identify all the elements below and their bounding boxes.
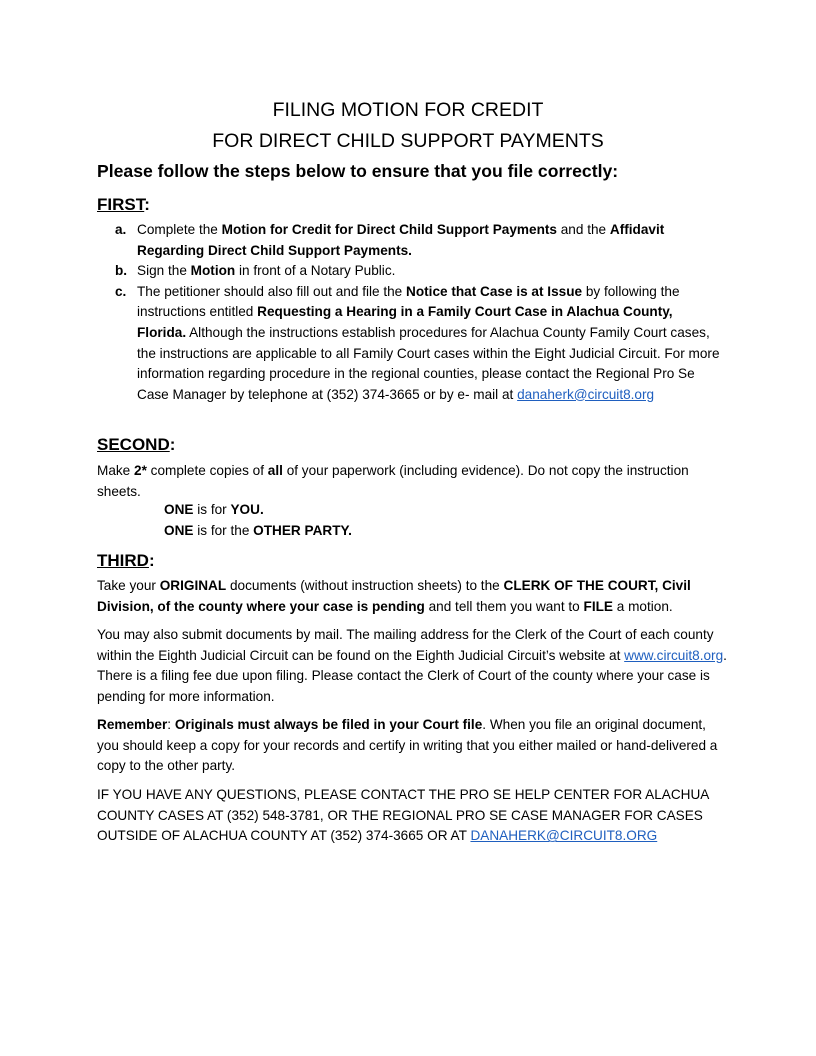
third-heading-label: THIRD	[97, 551, 149, 570]
step-a-motion-name: Motion for Credit for Direct Child Support Payments	[221, 222, 557, 237]
first-steps-list	[110, 220, 724, 405]
step-c-notice-name: Notice that Case is at Issue	[406, 283, 583, 299]
third-paragraph	[97, 576, 727, 617]
second-heading	[97, 433, 175, 457]
mail-text-2: . There is a filing fee due upon filing. Please contact the Clerk of Court of the county where your case is pending for more information.	[97, 647, 727, 704]
questions-email-link[interactable]: DANAHERK@CIRCUIT8.ORG	[470, 828, 658, 844]
step-b-text-2: in front of a Notary Public.	[235, 263, 396, 279]
copy-for-you-one: ONE	[164, 502, 194, 517]
step-c-marker: c.	[115, 283, 127, 299]
step-a	[110, 220, 724, 261]
title-line-2: FOR DIRECT CHILD SUPPORT PAYMENTS	[212, 130, 604, 152]
step-a-affidavit-name: Affidavit Regarding Direct Child Support Payments.	[137, 222, 665, 258]
copy-for-other-text: is for the	[193, 523, 254, 538]
third-heading	[97, 549, 155, 573]
step-b	[110, 261, 724, 282]
step-a-marker: a.	[115, 222, 127, 237]
remember-label: Remember	[97, 717, 168, 732]
second-text-3: of your paperwork (including evidence). Do not copy the instruction sheets.	[97, 463, 689, 499]
mail-paragraph	[97, 625, 727, 707]
title-line-1: FILING MOTION FOR CREDIT	[272, 99, 544, 121]
instructions-heading: Please follow the steps below to ensure that you file correctly:	[97, 161, 619, 181]
step-b-text-1: Sign the	[137, 263, 191, 279]
step-c-text-2: by following the instructions entitled	[137, 283, 680, 320]
third-original: ORIGINAL	[159, 578, 227, 593]
step-a-text-2: and the	[556, 222, 610, 237]
third-text-1: Take your	[97, 578, 160, 593]
third-clerk: CLERK OF THE COURT, Civil Division, of the county where your case is pending	[97, 578, 691, 614]
third-text-4: a motion.	[612, 598, 673, 614]
second-text-1: Make	[97, 463, 135, 478]
third-text-2: documents (without instruction sheets) to the	[226, 578, 504, 593]
step-c-text-1: The petitioner should also fill out and file the	[137, 283, 407, 299]
second-paragraph	[97, 461, 727, 502]
mail-text-1: You may also submit documents by mail. The mailing address for the Clerk of the Court of each county within the Eighth Judicial Circuit can be found on the Eighth Judicial Circuit’s website at	[97, 627, 714, 663]
remember-originals: Originals must always be filed in your Court file	[174, 717, 483, 732]
copy-for-other-one: ONE	[164, 523, 194, 538]
step-a-text-1: Complete the	[137, 222, 222, 237]
step-c	[110, 282, 724, 406]
second-heading-colon: :	[169, 435, 176, 454]
step-b-marker: b.	[115, 263, 128, 279]
second-copies-count: 2*	[134, 463, 147, 478]
questions-paragraph	[97, 785, 727, 847]
second-text-2: complete copies of	[146, 463, 268, 478]
remember-paragraph	[97, 715, 727, 777]
copy-for-other-party	[164, 521, 352, 542]
first-heading	[97, 193, 150, 217]
step-c-email-link[interactable]: danaherk@circuit8.org	[517, 386, 655, 402]
second-all: all	[267, 463, 283, 478]
copy-for-you-text: is for	[193, 502, 231, 517]
step-b-motion: Motion	[190, 263, 236, 279]
copy-for-you	[164, 500, 264, 521]
third-heading-colon: :	[148, 551, 155, 570]
step-c-text-3: Although the instructions establish procedures for Alachua County Family Court cases, the instructions are applicable to all Family Court cases within the Eight Judicial Circuit. For more information regarding procedure in the regional counties, please contact the Regional Pro Se Case Manager by telephone at (352) 374-3665 or by e- mail at	[137, 324, 720, 402]
first-heading-colon: :	[144, 195, 150, 214]
questions-text: IF YOU HAVE ANY QUESTIONS, PLEASE CONTACT THE PRO SE HELP CENTER FOR ALACHUA COUNTY CASES AT (352) 548-3781, OR THE REGIONAL PRO SE CASE MANAGER FOR CASES OUTSIDE OF ALACHUA COUNTY AT (352) 374-3665 OR AT	[97, 787, 709, 844]
copy-for-you-you: YOU.	[230, 502, 264, 517]
circuit8-website-link[interactable]: www.circuit8.org	[624, 647, 724, 663]
first-heading-label: FIRST	[97, 195, 145, 214]
remember-colon: :	[167, 717, 175, 732]
third-file: FILE	[583, 598, 613, 614]
copy-for-other-party-label: OTHER PARTY.	[253, 523, 352, 538]
step-c-instructions-name: Requesting a Hearing in a Family Court Case in Alachua County, Florida.	[137, 304, 673, 340]
remember-text: . When you file an original document, you should keep a copy for your records and certify in writing that you either mailed or hand-delivered a copy to the other party.	[97, 717, 718, 774]
third-text-3: and tell them you want to	[424, 598, 584, 614]
second-heading-label: SECOND	[97, 435, 170, 454]
